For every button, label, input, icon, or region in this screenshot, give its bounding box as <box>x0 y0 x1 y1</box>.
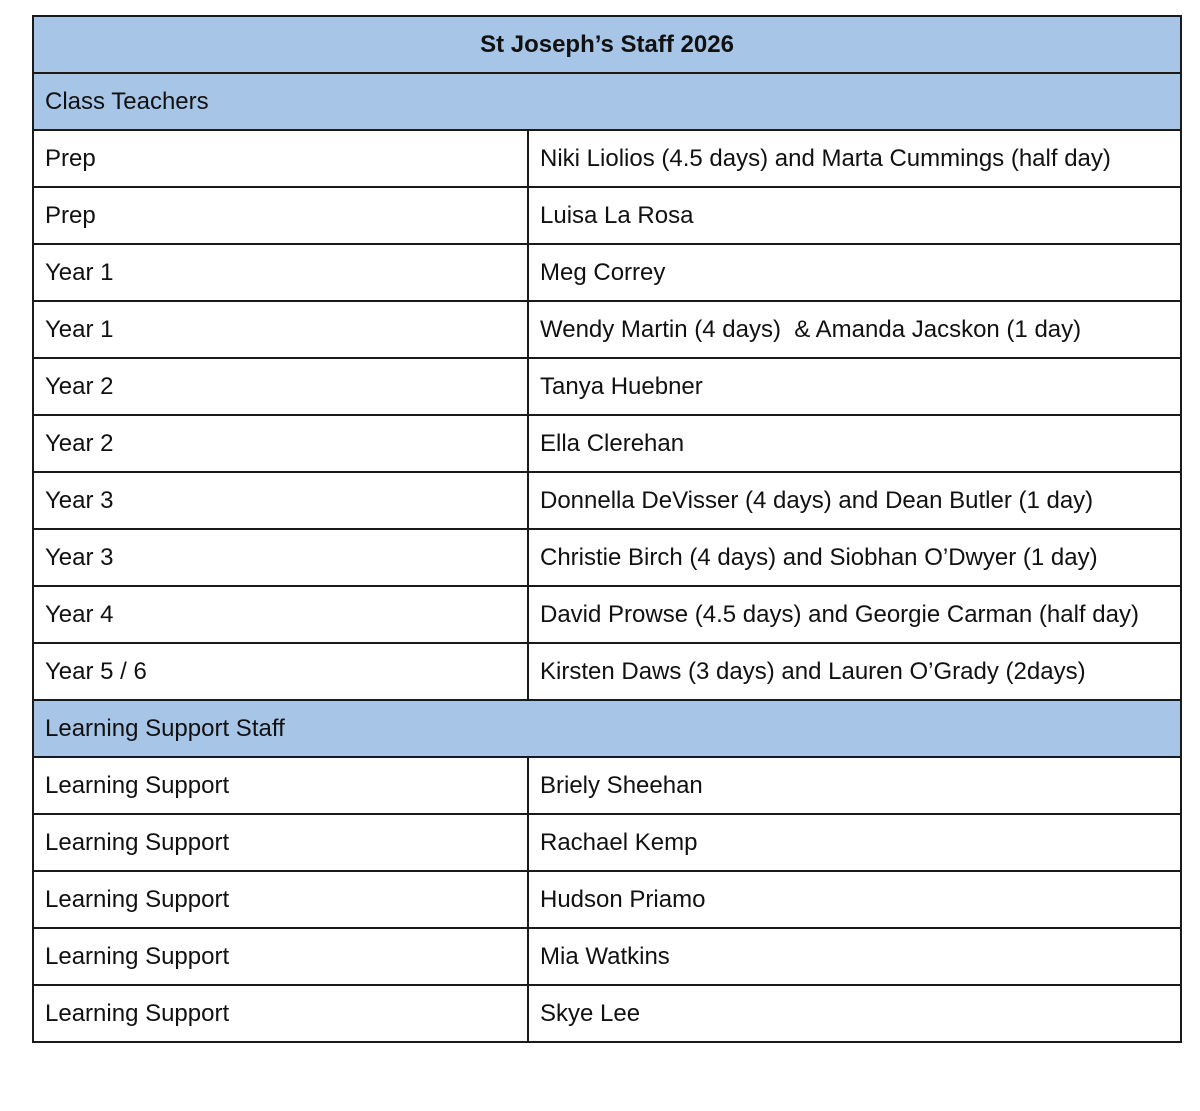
table-row <box>33 358 1181 415</box>
table-row <box>33 244 1181 301</box>
staff-name-cell: Tanya Huebner <box>528 358 1181 415</box>
staff-name-cell: Briely Sheehan <box>528 757 1181 814</box>
staff-name-cell: Donnella DeVisser (4 days) and Dean Butler (1 day) <box>528 472 1181 529</box>
table-row <box>33 130 1181 187</box>
staff-name-cell: Luisa La Rosa <box>528 187 1181 244</box>
role-cell: Year 2 <box>33 358 528 415</box>
table-row <box>33 301 1181 358</box>
section-heading-learning-support: Learning Support Staff <box>33 700 1181 757</box>
role-cell: Year 3 <box>33 472 528 529</box>
staff-name-cell: Kirsten Daws (3 days) and Lauren O’Grady (2days) <box>528 643 1181 700</box>
role-cell: Learning Support <box>33 757 528 814</box>
table-row <box>33 757 1181 814</box>
staff-name-cell: Rachael Kemp <box>528 814 1181 871</box>
staff-name-cell: Skye Lee <box>528 985 1181 1042</box>
role-cell: Prep <box>33 130 528 187</box>
staff-table <box>32 15 1182 1043</box>
table-row <box>33 586 1181 643</box>
table-row <box>33 928 1181 985</box>
table-row <box>33 415 1181 472</box>
table-row <box>33 529 1181 586</box>
staff-name-cell: David Prowse (4.5 days) and Georgie Carman (half day) <box>528 586 1181 643</box>
section-header-row <box>33 700 1181 757</box>
table-row <box>33 187 1181 244</box>
table-title: St Joseph’s Staff 2026 <box>33 16 1181 73</box>
staff-name-cell: Mia Watkins <box>528 928 1181 985</box>
table-row <box>33 472 1181 529</box>
role-cell: Year 5 / 6 <box>33 643 528 700</box>
role-cell: Year 2 <box>33 415 528 472</box>
section-header-row <box>33 73 1181 130</box>
staff-name-cell: Wendy Martin (4 days) & Amanda Jacskon (1 day) <box>528 301 1181 358</box>
role-cell: Year 1 <box>33 244 528 301</box>
role-cell: Learning Support <box>33 985 528 1042</box>
staff-name-cell: Hudson Priamo <box>528 871 1181 928</box>
staff-name-cell: Meg Correy <box>528 244 1181 301</box>
table-row <box>33 871 1181 928</box>
staff-name-cell: Christie Birch (4 days) and Siobhan O’Dwyer (1 day) <box>528 529 1181 586</box>
role-cell: Learning Support <box>33 928 528 985</box>
table-row <box>33 643 1181 700</box>
title-row <box>33 16 1181 73</box>
section-heading-class-teachers: Class Teachers <box>33 73 1181 130</box>
role-cell: Learning Support <box>33 814 528 871</box>
role-cell: Learning Support <box>33 871 528 928</box>
staff-name-cell: Niki Liolios (4.5 days) and Marta Cummings (half day) <box>528 130 1181 187</box>
table-row <box>33 985 1181 1042</box>
role-cell: Year 4 <box>33 586 528 643</box>
table-row <box>33 814 1181 871</box>
role-cell: Year 3 <box>33 529 528 586</box>
staff-name-cell: Ella Clerehan <box>528 415 1181 472</box>
role-cell: Year 1 <box>33 301 528 358</box>
role-cell: Prep <box>33 187 528 244</box>
